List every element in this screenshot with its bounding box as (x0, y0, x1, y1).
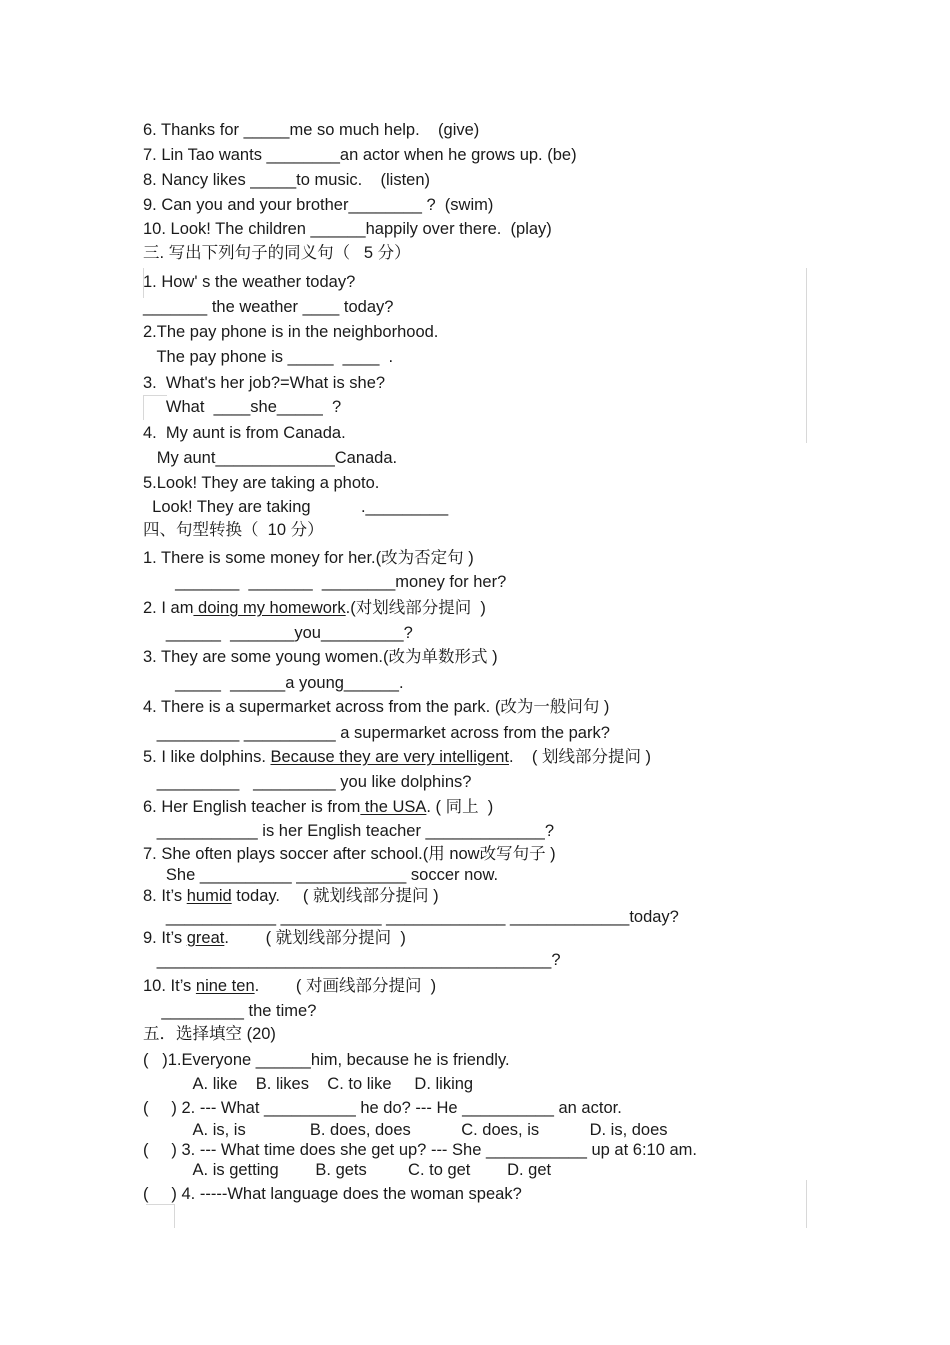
section5-heading: 五．选择填空 (20) (143, 1025, 276, 1043)
q10-suffix: . ( 对画线部分提问 ) (254, 977, 437, 995)
section4-answer-10: _________ the time? (143, 1002, 317, 1020)
section3-heading: 三. 写出下列句子的同义句（ 5 分） (143, 244, 411, 262)
fill-in-item-7: 7. Lin Tao wants ________an actor when he grows up. (be) (143, 146, 577, 164)
section5-line-3: ( ) 2. --- What __________ he do? --- He __________ an actor. (143, 1099, 622, 1117)
section3-line-5: 3. What's her job?=What is she? (143, 374, 386, 392)
section4-answer-9: ___________________________________________? (143, 951, 561, 969)
section4-question-6 (143, 797, 493, 817)
section4-question-4: 4. There is a supermarket across from the park. (改为一般问句 ) (143, 698, 610, 716)
section4-question-9 (143, 928, 406, 948)
section4-question-10 (143, 976, 436, 996)
section3-line-4: The pay phone is _____ ____ . (143, 348, 394, 366)
section3-line-10: Look! They are taking ._________ (143, 498, 449, 516)
q6-prefix: 6. Her English teacher is from (143, 798, 361, 816)
q5-underlined: Because they are very intelligent (270, 748, 509, 766)
q6-underlined: the USA (360, 798, 427, 816)
q6-suffix: . ( 同上 ) (426, 798, 494, 816)
section3-line-6: What ____she_____ ? (143, 398, 342, 416)
section4-question-2 (143, 598, 486, 618)
section5-line-1: ( )1.Everyone ______him, because he is friendly. (143, 1051, 510, 1069)
margin-line-right-bottom (806, 1180, 807, 1228)
q8-suffix: today. ( 就划线部分提问 ) (231, 887, 439, 905)
q8-prefix: 8. It’s (143, 887, 187, 905)
q2-suffix: .(对划线部分提问 ) (345, 599, 486, 617)
margin-tick-mid (143, 395, 167, 396)
section4-answer-4: _________ __________ a supermarket across from the park? (143, 724, 610, 742)
q10-prefix: 10. It’s (143, 977, 196, 995)
section5-line-7: ( ) 4. -----What language does the woman speak? (143, 1185, 522, 1203)
section4-answer-8: ____________ ___________ _____________ _____________today? (143, 908, 679, 926)
section4-answer-2: ______ _______you_________? (143, 624, 413, 642)
section4-answer-5: _________ _________ you like dolphins? (143, 773, 472, 791)
section3-line-3: 2.The pay phone is in the neighborhood. (143, 323, 439, 341)
section5-line-4: A. is, is B. does, does C. does, is D. is, does (143, 1121, 668, 1139)
q2-prefix: 2. I am (143, 599, 194, 617)
fill-in-item-10: 10. Look! The children ______happily over there. (play) (143, 220, 552, 238)
q9-suffix: . ( 就划线部分提问 ) (224, 929, 406, 947)
section3-line-7: 4. My aunt is from Canada. (143, 424, 346, 442)
section4-answer-6: ___________ is her English teacher _____________? (143, 822, 555, 840)
q10-underlined: nine ten (195, 977, 255, 995)
section4-question-5 (143, 747, 651, 767)
section5-line-5: ( ) 3. --- What time does she get up? --- She ___________ up at 6:10 am. (143, 1141, 697, 1159)
section4-question-8 (143, 886, 439, 906)
margin-line-right-top (806, 268, 807, 443)
section4-question-3: 3. They are some young women.(改为单数形式 ) (143, 648, 498, 666)
q8-underlined: humid (186, 887, 232, 905)
margin-tick-bottom (146, 1204, 174, 1205)
section5-line-6: A. is getting B. gets C. to get D. get (143, 1161, 552, 1179)
margin-line-left-bottom (174, 1204, 175, 1228)
section3-line-9: 5.Look! They are taking a photo. (143, 474, 380, 492)
section5-line-2: A. like B. likes C. to like D. liking (143, 1075, 474, 1093)
section4-answer-1: _______ _______ ________money for her? (143, 573, 507, 591)
q5-suffix: . ( 划线部分提问 ) (508, 748, 652, 766)
section3-line-1: 1. How' s the weather today? (143, 273, 356, 291)
section3-line-8: My aunt_____________Canada. (143, 449, 398, 467)
section4-heading: 四、句型转换（ 10 分） (143, 521, 324, 539)
q9-prefix: 9. It’s (143, 929, 187, 947)
q5-prefix: 5. I like dolphins. (143, 748, 271, 766)
section3-line-2: _______ the weather ____ today? (143, 298, 394, 316)
section4-answer-3: _____ ______a young______. (143, 674, 404, 692)
q9-underlined: great (186, 929, 225, 947)
q2-underlined: doing my homework (193, 599, 346, 617)
section4-answer-7: She __________ ____________ soccer now. (143, 866, 499, 884)
fill-in-item-9: 9. Can you and your brother________ ? (swim) (143, 196, 494, 214)
fill-in-item-6: 6. Thanks for _____me so much help. (give) (143, 121, 480, 139)
fill-in-item-8: 8. Nancy likes _____to music. (listen) (143, 171, 431, 189)
section4-question-7: 7. She often plays soccer after school.(用 now改写句子 ) (143, 845, 556, 863)
section4-question-1: 1. There is some money for her.(改为否定句 ) (143, 549, 474, 567)
